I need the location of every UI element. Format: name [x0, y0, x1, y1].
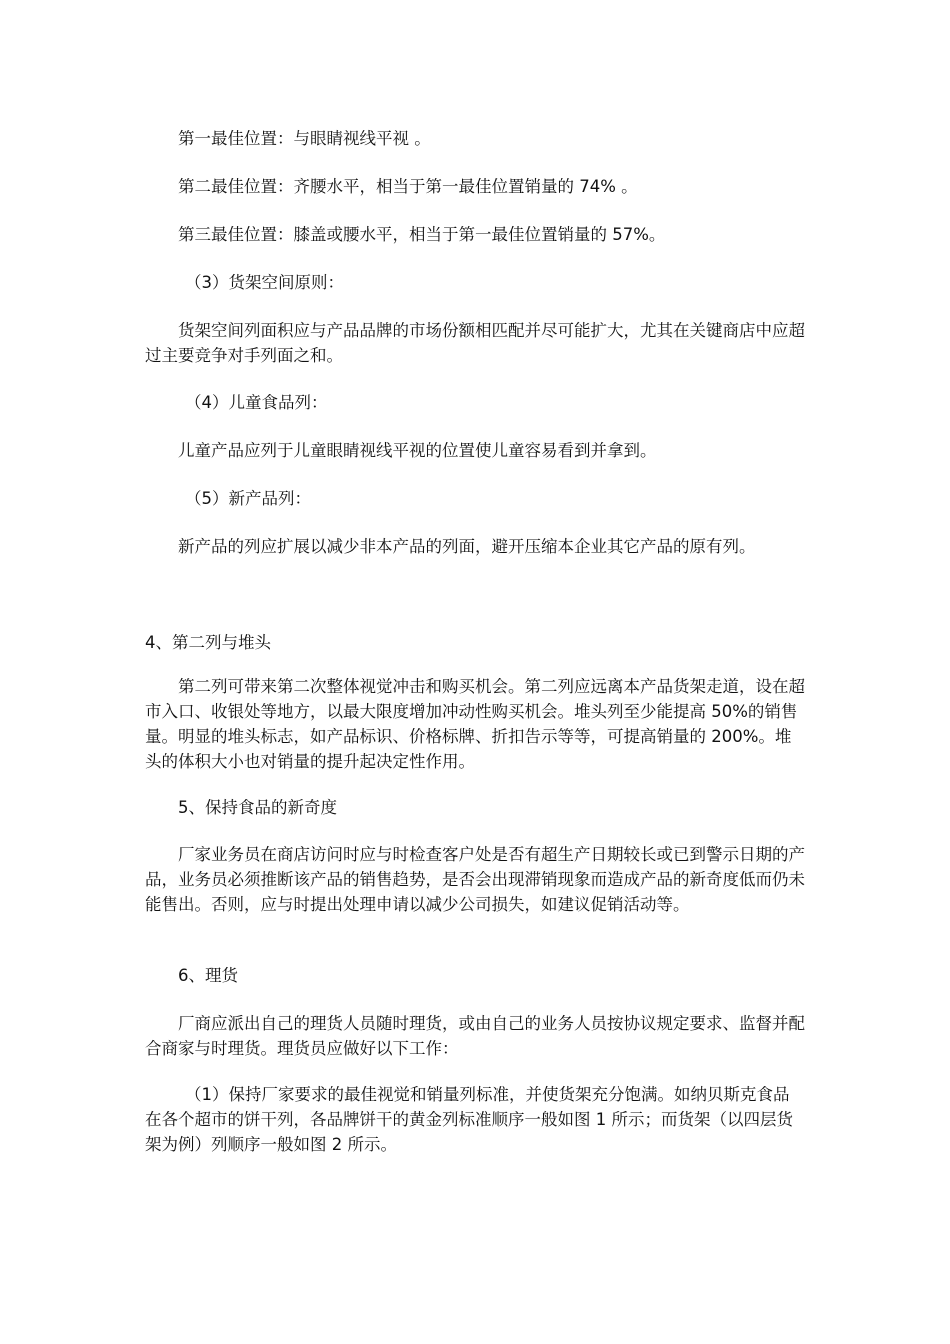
paragraph-children-food: 儿童产品应列于儿童眼睛视线平视的位置使儿童容易看到并拿到。 [178, 441, 657, 460]
paragraph-new-product: 新产品的列应扩展以减少非本产品的列面，避开压缩本企业其它产品的原有列。 [178, 537, 756, 556]
paragraph-shelf-space: 货架空间列面积应与产品品牌的市场份额相匹配并尽可能扩大，尤其在关键商店中应超过主要竞争对手列面之和。 [145, 321, 805, 365]
paragraph-best-position-3: 第三最佳位置：膝盖或腰水平，相当于第一最佳位置销量的 57%。 [178, 225, 666, 244]
paragraph-merchandising-point-1: （1）保持厂家要求的最佳视觉和销量列标准，并使货架充分饱满。如纳贝斯克食品在各个超市的饼干列，各品牌饼干的黄金列标准顺序一般如图 1 所示；而货架（以四层货架为例）列顺序一般如图 2 所示。 [145, 1085, 793, 1154]
heading-freshness: 5、保持食品的新奇度 [178, 798, 337, 817]
heading-merchandising: 6、理货 [178, 966, 238, 985]
heading-shelf-space-principle: （3）货架空间原则： [185, 273, 344, 292]
heading-new-product: （5）新产品列： [185, 489, 311, 508]
paragraph-second-display: 第二列可带来第二次整体视觉冲击和购买机会。第二列应远离本产品货架走道，设在超市入口、收银处等地方，以最大限度增加冲动性购买机会。堆头列至少能提高 50%的销售量。明显的堆头标志，如产品标识、价格标牌、折扣告示等等，可提高销量的 200%。堆头的体积大小也对销量的提升起决定性作用。 [145, 677, 805, 771]
paragraph-merchandising: 厂商应派出自己的理货人员随时理货，或由自己的业务人员按协议规定要求、监督并配合商家与时理货。理货员应做好以下工作： [145, 1014, 805, 1058]
heading-children-food: （4）儿童食品列： [185, 393, 328, 412]
paragraph-best-position-2: 第二最佳位置：齐腰水平，相当于第一最佳位置销量的 74% 。 [178, 177, 638, 196]
heading-second-display: 4、第二列与堆头 [145, 633, 271, 652]
paragraph-best-position-1: 第一最佳位置：与眼睛视线平视 。 [178, 129, 431, 148]
paragraph-freshness: 厂家业务员在商店访问时应与时检查客户处是否有超生产日期较长或已到警示日期的产品，业务员必须推断该产品的销售趋势，是否会出现滞销现象而造成产品的新奇度低而仍未能售出。否则，应与时提出处理申请以减少公司损失，如建议促销活动等。 [145, 845, 805, 914]
